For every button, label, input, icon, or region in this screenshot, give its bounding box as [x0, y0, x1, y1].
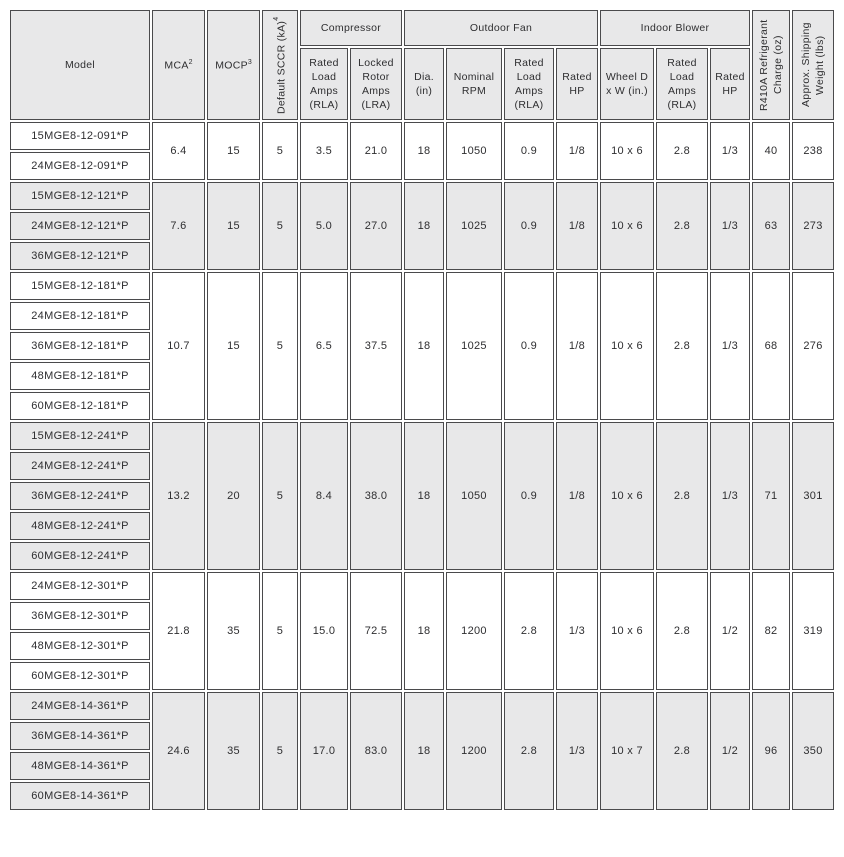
value-cell: 18 — [404, 572, 444, 690]
value-cell: 5 — [262, 122, 298, 180]
value-cell: 27.0 — [350, 182, 402, 270]
value-cell: 40 — [752, 122, 790, 180]
model-cell: 15MGE8-12-091*P — [10, 122, 150, 150]
model-cell: 60MGE8-12-181*P — [10, 392, 150, 420]
value-cell: 37.5 — [350, 272, 402, 420]
model-cell: 24MGE8-12-181*P — [10, 302, 150, 330]
value-cell: 10 x 6 — [600, 572, 654, 690]
value-cell: 276 — [792, 272, 834, 420]
value-cell: 2.8 — [656, 422, 708, 570]
value-cell: 0.9 — [504, 272, 554, 420]
model-cell: 24MGE8-12-241*P — [10, 452, 150, 480]
value-cell: 301 — [792, 422, 834, 570]
value-cell: 10 x 6 — [600, 182, 654, 270]
value-cell: 1/3 — [556, 572, 598, 690]
value-cell: 5 — [262, 182, 298, 270]
col-header-default-sccr — [262, 10, 298, 120]
col-header-model: Model — [10, 10, 150, 120]
value-cell: 350 — [792, 692, 834, 810]
value-cell: 2.8 — [656, 692, 708, 810]
model-cell: 36MGE8-14-361*P — [10, 722, 150, 750]
value-cell: 96 — [752, 692, 790, 810]
value-cell: 1/3 — [710, 272, 750, 420]
value-cell: 1025 — [446, 182, 502, 270]
value-cell: 0.9 — [504, 182, 554, 270]
value-cell: 5.0 — [300, 182, 348, 270]
value-cell: 10 x 6 — [600, 272, 654, 420]
value-cell: 7.6 — [152, 182, 205, 270]
value-cell: 15.0 — [300, 572, 348, 690]
value-cell: 5 — [262, 572, 298, 690]
value-cell: 238 — [792, 122, 834, 180]
value-cell: 10.7 — [152, 272, 205, 420]
value-cell: 1025 — [446, 272, 502, 420]
col-header-compressor-rla: Rated Load Amps (RLA) — [300, 48, 348, 120]
group-header-compressor: Compressor — [300, 10, 402, 46]
model-cell: 24MGE8-14-361*P — [10, 692, 150, 720]
sccr-footnote-sup: 4 — [272, 16, 280, 21]
col-header-blower-wheel: Wheel D x W (in.) — [600, 48, 654, 120]
col-header-fan-rla: Rated Load Amps (RLA) — [504, 48, 554, 120]
value-cell: 1/8 — [556, 122, 598, 180]
value-cell: 1/8 — [556, 422, 598, 570]
value-cell: 15 — [207, 182, 260, 270]
value-cell: 21.0 — [350, 122, 402, 180]
default-sccr-rotated-label — [272, 14, 289, 116]
electrical-spec-table — [8, 8, 836, 812]
model-cell: 24MGE8-12-091*P — [10, 152, 150, 180]
value-cell: 6.4 — [152, 122, 205, 180]
value-cell: 1/8 — [556, 182, 598, 270]
value-cell: 35 — [207, 692, 260, 810]
col-header-blower-rla: Rated Load Amps (RLA) — [656, 48, 708, 120]
model-cell: 48MGE8-14-361*P — [10, 752, 150, 780]
table-row — [10, 692, 834, 720]
value-cell: 1/3 — [710, 182, 750, 270]
value-cell: 1/3 — [556, 692, 598, 810]
model-cell: 24MGE8-12-301*P — [10, 572, 150, 600]
value-cell: 319 — [792, 572, 834, 690]
model-cell: 36MGE8-12-181*P — [10, 332, 150, 360]
value-cell: 0.9 — [504, 422, 554, 570]
mca-footnote-sup: 2 — [188, 58, 193, 66]
value-cell: 1/8 — [556, 272, 598, 420]
table-row — [10, 182, 834, 210]
group-header-outdoor-fan: Outdoor Fan — [404, 10, 598, 46]
value-cell: 13.2 — [152, 422, 205, 570]
value-cell: 83.0 — [350, 692, 402, 810]
group-header-indoor-blower: Indoor Blower — [600, 10, 750, 46]
value-cell: 2.8 — [656, 182, 708, 270]
col-header-compressor-lra: Locked Rotor Amps (LRA) — [350, 48, 402, 120]
table-row — [10, 572, 834, 600]
model-cell: 15MGE8-12-241*P — [10, 422, 150, 450]
value-cell: 1050 — [446, 122, 502, 180]
table-row — [10, 422, 834, 450]
col-header-fan-rpm: Nominal RPM — [446, 48, 502, 120]
value-cell: 15 — [207, 122, 260, 180]
value-cell: 17.0 — [300, 692, 348, 810]
value-cell: 18 — [404, 422, 444, 570]
value-cell: 68 — [752, 272, 790, 420]
model-cell: 24MGE8-12-121*P — [10, 212, 150, 240]
col-header-blower-hp: Rated HP — [710, 48, 750, 120]
value-cell: 35 — [207, 572, 260, 690]
col-header-shipping-weight — [792, 10, 834, 120]
value-cell: 3.5 — [300, 122, 348, 180]
value-cell: 1/2 — [710, 572, 750, 690]
mocp-label: MOCP — [215, 59, 248, 72]
value-cell: 18 — [404, 692, 444, 810]
value-cell: 21.8 — [152, 572, 205, 690]
value-cell: 72.5 — [350, 572, 402, 690]
value-cell: 6.5 — [300, 272, 348, 420]
table-body — [10, 122, 834, 810]
model-cell: 48MGE8-12-241*P — [10, 512, 150, 540]
model-cell: 60MGE8-12-301*P — [10, 662, 150, 690]
value-cell: 5 — [262, 422, 298, 570]
value-cell: 24.6 — [152, 692, 205, 810]
value-cell: 0.9 — [504, 122, 554, 180]
value-cell: 5 — [262, 692, 298, 810]
value-cell: 18 — [404, 182, 444, 270]
value-cell: 1200 — [446, 572, 502, 690]
col-header-refrigerant-charge — [752, 10, 790, 120]
value-cell: 2.8 — [656, 272, 708, 420]
model-cell: 48MGE8-12-181*P — [10, 362, 150, 390]
model-cell: 15MGE8-12-181*P — [10, 272, 150, 300]
value-cell: 1050 — [446, 422, 502, 570]
value-cell: 2.8 — [504, 692, 554, 810]
value-cell: 15 — [207, 272, 260, 420]
value-cell: 18 — [404, 122, 444, 180]
value-cell: 2.8 — [656, 122, 708, 180]
model-cell: 36MGE8-12-241*P — [10, 482, 150, 510]
model-cell: 36MGE8-12-301*P — [10, 602, 150, 630]
value-cell: 18 — [404, 272, 444, 420]
model-cell: 60MGE8-12-241*P — [10, 542, 150, 570]
col-header-mocp — [207, 10, 260, 120]
value-cell: 5 — [262, 272, 298, 420]
value-cell: 1/3 — [710, 422, 750, 570]
value-cell: 273 — [792, 182, 834, 270]
table-row — [10, 122, 834, 150]
value-cell: 8.4 — [300, 422, 348, 570]
value-cell: 63 — [752, 182, 790, 270]
mca-label: MCA — [164, 59, 189, 72]
refrigerant-rotated-label: R410A Refrigerant Charge (oz) — [757, 19, 784, 111]
col-header-fan-dia: Dia. (in) — [404, 48, 444, 120]
value-cell: 10 x 6 — [600, 122, 654, 180]
value-cell: 2.8 — [656, 572, 708, 690]
weight-rotated-label: Approx. Shipping Weight (lbs) — [799, 22, 826, 108]
col-header-mca — [152, 10, 205, 120]
value-cell: 38.0 — [350, 422, 402, 570]
value-cell: 71 — [752, 422, 790, 570]
col-header-fan-hp: Rated HP — [556, 48, 598, 120]
value-cell: 20 — [207, 422, 260, 570]
table-header — [10, 10, 834, 120]
model-cell: 36MGE8-12-121*P — [10, 242, 150, 270]
value-cell: 1/2 — [710, 692, 750, 810]
value-cell: 1200 — [446, 692, 502, 810]
model-cell: 15MGE8-12-121*P — [10, 182, 150, 210]
mocp-footnote-sup: 3 — [247, 58, 252, 66]
sccr-label: Default SCCR (kA) — [275, 20, 288, 114]
header-row-groups — [10, 10, 834, 46]
value-cell: 1/3 — [710, 122, 750, 180]
value-cell: 10 x 7 — [600, 692, 654, 810]
value-cell: 82 — [752, 572, 790, 690]
table-row — [10, 272, 834, 300]
value-cell: 2.8 — [504, 572, 554, 690]
model-cell: 60MGE8-14-361*P — [10, 782, 150, 810]
value-cell: 10 x 6 — [600, 422, 654, 570]
model-cell: 48MGE8-12-301*P — [10, 632, 150, 660]
